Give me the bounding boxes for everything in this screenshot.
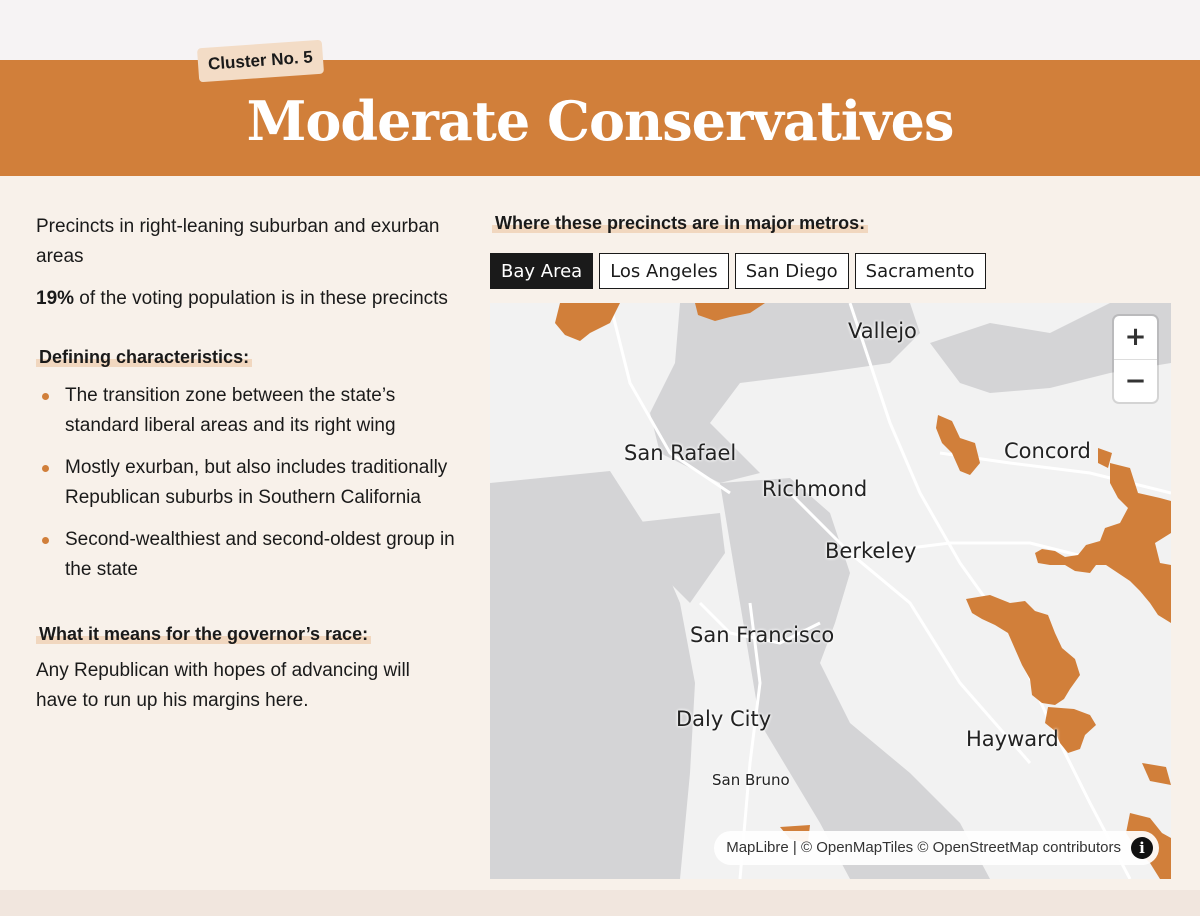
city-label-berkeley: Berkeley: [825, 539, 917, 563]
governor-heading-wrap: [36, 619, 456, 650]
tab-bay-area[interactable]: Bay Area: [490, 253, 593, 289]
page-title: Moderate Conservatives: [246, 89, 954, 153]
city-label-concord: Concord: [1004, 439, 1091, 463]
city-label-daly-city: Daly City: [676, 707, 772, 731]
precinct-cluster: [966, 595, 1080, 705]
intro-description: Precincts in right-leaning suburban and exurban areas: [36, 216, 440, 267]
city-label-vallejo: Vallejo: [848, 319, 917, 343]
list-item: [36, 525, 456, 585]
tab-san-diego[interactable]: San Diego: [735, 253, 849, 289]
characteristics-heading-wrap: [36, 342, 456, 373]
zoom-out-button[interactable]: −: [1114, 359, 1157, 402]
metro-tabs: [490, 253, 986, 289]
bullet-dot-icon: [42, 465, 49, 472]
city-label-san-bruno: San Bruno: [712, 771, 790, 789]
city-label-hayward: Hayward: [966, 727, 1059, 751]
precinct-cluster: [1142, 763, 1171, 785]
water-bodies: [490, 303, 1171, 879]
map-attribution: [714, 831, 1159, 865]
intro-stat: [36, 284, 456, 314]
list-item: [36, 453, 456, 513]
list-item-text: Mostly exurban, but also includes traditionally Republican suburbs in Southern California: [65, 457, 448, 508]
governor-heading: What it means for the governor’s race:: [36, 624, 371, 644]
zoom-in-button[interactable]: +: [1124, 322, 1147, 352]
bottom-strip: [0, 890, 1200, 916]
cluster-tag: Cluster No. 5: [197, 40, 324, 83]
precinct-cluster: [1098, 448, 1112, 468]
characteristics-heading: Defining characteristics:: [36, 347, 252, 367]
bullet-dot-icon: [42, 537, 49, 544]
tab-los-angeles[interactable]: Los Angeles: [599, 253, 729, 289]
zoom-control: [1114, 316, 1157, 402]
bullet-dot-icon: [42, 393, 49, 400]
list-item-text: Second-wealthiest and second-oldest group in the state: [65, 529, 455, 580]
precinct-cluster: [555, 303, 620, 341]
city-label-san-rafael: San Rafael: [624, 441, 737, 465]
list-item-text: The transition zone between the state’s standard liberal areas and its right wing: [65, 385, 396, 436]
precinct-map[interactable]: [490, 303, 1171, 879]
governor-text: Any Republican with hopes of advancing will have to run up his margins here.: [36, 660, 410, 711]
map-heading-wrap: [492, 213, 868, 234]
stat-value: 19%: [36, 288, 75, 309]
list-item: [36, 381, 456, 441]
characteristics-list: [36, 381, 456, 585]
city-label-san-francisco: San Francisco: [690, 623, 835, 647]
city-label-richmond: Richmond: [762, 477, 868, 501]
map-canvas: [490, 303, 1171, 879]
tab-sacramento[interactable]: Sacramento: [855, 253, 986, 289]
map-heading: Where these precincts are in major metros:: [492, 213, 868, 233]
stat-text: of the voting population is in these precincts: [74, 288, 448, 309]
description-panel: [36, 212, 456, 728]
attribution-text[interactable]: MapLibre | © OpenMapTiles © OpenStreetMap contributors: [726, 839, 1121, 856]
precinct-cluster: [936, 415, 980, 475]
top-strip: [0, 0, 1200, 60]
info-icon[interactable]: i: [1131, 837, 1153, 859]
